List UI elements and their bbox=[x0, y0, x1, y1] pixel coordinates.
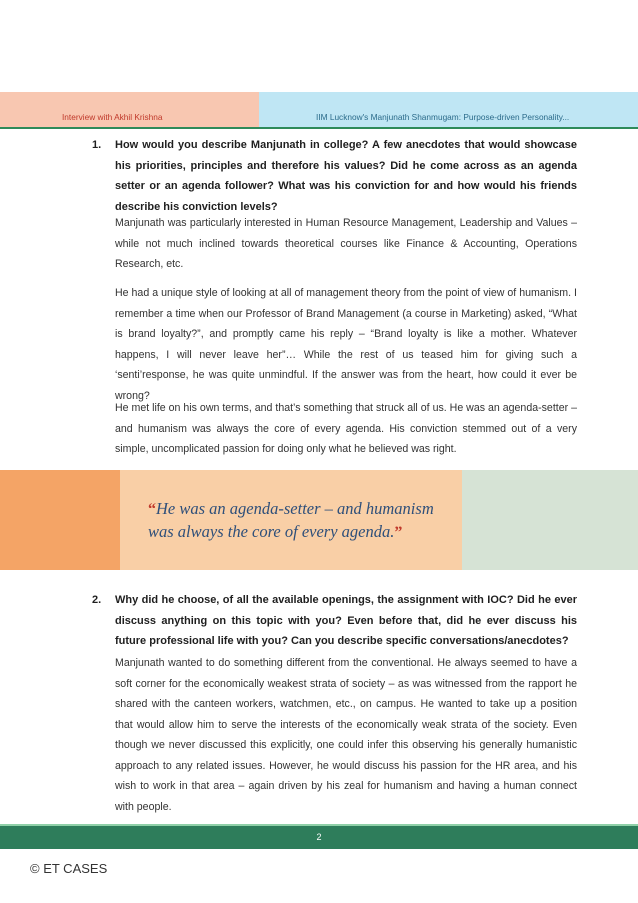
quote-band-right bbox=[462, 470, 638, 570]
pull-quote-line-1: He was an agenda-setter – and humanism bbox=[156, 499, 434, 518]
question-1-text: How would you describe Manjunath in college? A few anecdotes that would showcase his priorities, principles and therefore his values? Did he come across as an agenda setter or an agenda follower? What was his conviction for and how would his friends describe his conviction levels? bbox=[115, 139, 577, 213]
page-number: 2 bbox=[316, 832, 322, 842]
pull-quote-line-2: was always the core of every agenda. bbox=[148, 522, 395, 541]
header-left-title: Interview with Akhil Krishna bbox=[62, 112, 163, 122]
copyright-text: © ET CASES bbox=[30, 861, 108, 876]
answer-2-paragraph-1: Manjunath wanted to do something different from the conventional. He always seemed to have a soft corner for the economically weakest strata of society – as was witnessed from the rapport he shared with the canteen workers, watchmen, etc., on campus. He wanted to take up a position that would allow him to serve the interests of the economically weak strata of the society. Even though we never discussed this explicitly, one could infer this observing his generally humanistic approach to any related issues. However, he would discuss his passion for the HR area, and his wish to work in that area – again driven by his zeal for humanism and having a human connect with people. bbox=[115, 657, 577, 813]
question-2-number: 2. bbox=[92, 594, 102, 606]
quote-band-left bbox=[0, 470, 120, 570]
pull-quote bbox=[148, 498, 468, 544]
header-divider bbox=[0, 127, 638, 129]
close-quote-mark: ” bbox=[394, 524, 403, 541]
answer-1-paragraph-1: Manjunath was particularly interested in Human Resource Management, Leadership and Values – while not much inclined towards theoretical courses like Finance & Accounting, Operations Research, etc. bbox=[115, 217, 577, 270]
header-right-title: IIM Lucknow's Manjunath Shanmugam: Purpose-driven Personality... bbox=[316, 112, 570, 122]
question-2-text: Why did he choose, of all the available openings, the assignment with IOC? Did he ever discuss anything on this topic with you? Even before that, did he ever discuss his future professional life with you? Can you describe specific conversations/anecdotes? bbox=[115, 594, 577, 647]
question-1-number: 1. bbox=[92, 139, 102, 151]
answer-1-paragraph-3: He met life on his own terms, and that’s something that struck all of us. He was an agenda-setter – and humanism was always the core of every agenda. His conviction stemmed out of a very simple, uncomplicated passion for doing only what he believed was right. bbox=[115, 402, 577, 455]
open-quote-mark: “ bbox=[148, 501, 156, 518]
answer-1-paragraph-2: He had a unique style of looking at all of management theory from the point of view of humanism. I remember a time when our Professor of Brand Management (a course in Marketing) asked, “What is brand loyalty?”, and promptly came his reply – “Brand loyalty is like a mother. Whatever happens, I will never leave her”… While the rest of us teased him for giving such a ‘senti’response, he was quite unmindful. If the answer was from the heart, how could it ever be wrong? bbox=[115, 287, 577, 402]
